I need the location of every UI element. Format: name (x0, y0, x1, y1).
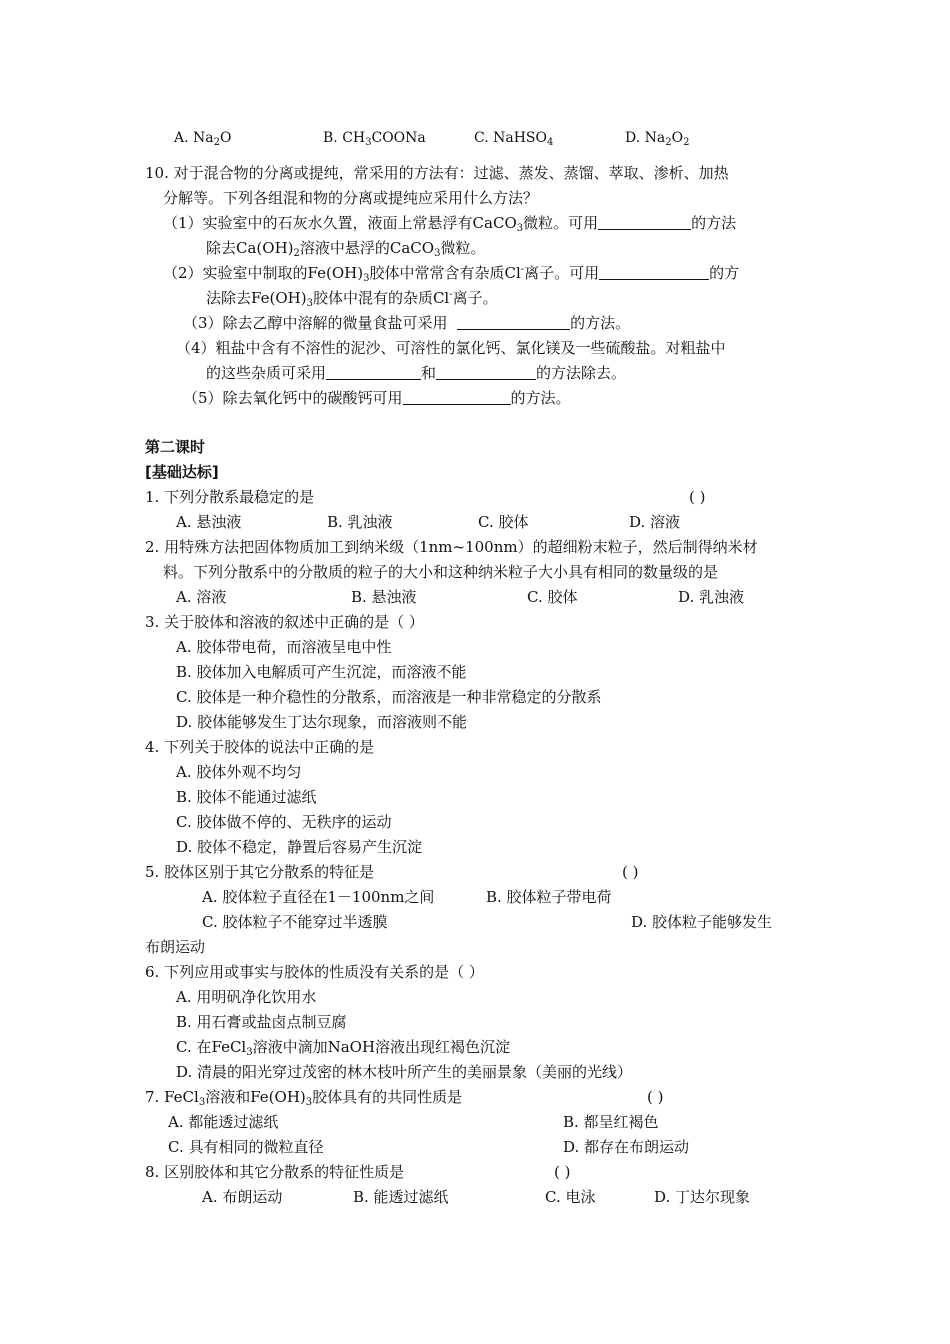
q10-stem-line1: 10. 对于混合物的分离或提纯，常采用的方法有：过滤、蒸发、蒸馏、萃取、渗析、加热 (145, 164, 729, 182)
q6-option-c: C. 在FeCl$_3$溶液中滴加NaOH溶液出现红褐色沉淀 (176, 1038, 511, 1058)
q6-option-b: B. 用石膏或盐卤点制豆腐 (176, 1013, 347, 1031)
q5-stem: 5. 胶体区别于其它分散系的特征是 (145, 863, 375, 881)
q7-option-b: B. 都呈红褐色 (563, 1113, 659, 1131)
q10-part1-line1: （1）实验室中的石灰水久置，液面上常悬浮有CaCO$_3$微粒。可用 的方法 (163, 214, 737, 234)
q5-option-a: A. 胶体粒子直径在1－100nm之间 (202, 888, 435, 906)
q7-answer-paren[interactable]: ( ) (647, 1088, 664, 1106)
q10-part4-line2: 的这些杂质可采用 和 的方法除去。 (206, 364, 627, 382)
q4-option-d: D. 胶体不稳定，静置后容易产生沉淀 (176, 838, 423, 856)
q1-option-b: B. 乳浊液 (327, 513, 393, 531)
q7-option-a: A. 都能透过滤纸 (168, 1113, 279, 1131)
q1-answer-paren[interactable]: ( ) (689, 488, 706, 506)
q5-option-c: C. 胶体粒子不能穿过半透膜 (202, 913, 388, 931)
q3-option-a: A. 胶体带电荷，而溶液呈电中性 (176, 638, 392, 656)
section-title: 第二课时 (145, 438, 206, 456)
q7-option-d: D. 都存在布朗运动 (563, 1138, 690, 1156)
answer-blank[interactable] (599, 263, 709, 280)
q3-option-b: B. 胶体加入电解质可产生沉淀，而溶液不能 (176, 663, 467, 681)
q6-option-d: D. 清晨的阳光穿过茂密的林木枝叶所产生的美丽景象（美丽的光线） (176, 1063, 633, 1081)
q8-stem: 8. 区别胶体和其它分散系的特征性质是 (145, 1163, 405, 1181)
q5-option-b: B. 胶体粒子带电荷 (486, 888, 612, 906)
q2-option-b: B. 悬浊液 (351, 588, 417, 606)
q6-option-a: A. 用明矾净化饮用水 (176, 988, 317, 1006)
q9-option-d: D. $Na_2O_2$ (625, 130, 690, 148)
q5-answer-paren[interactable]: ( ) (622, 863, 639, 881)
q9-option-c: C. NaHSO$_4$ (474, 130, 554, 148)
q4-option-a: A. 胶体外观不均匀 (176, 763, 302, 781)
q8-option-c: C. 电泳 (545, 1188, 596, 1206)
q3-option-c: C. 胶体是一种介稳性的分散系，而溶液是一种非常稳定的分散系 (176, 688, 602, 706)
q1-option-d: D. 溶液 (629, 513, 681, 531)
answer-blank[interactable] (436, 363, 536, 380)
q10-part3: （3）除去乙醇中溶解的微量食盐可采用 的方法。 (183, 314, 631, 332)
q5-option-d-continued: 布朗运动 (145, 938, 206, 956)
q3-stem: 3. 关于胶体和溶液的叙述中正确的是（ ） (145, 613, 424, 631)
section-subtitle: [基础达标] (145, 463, 219, 481)
answer-blank[interactable] (598, 213, 691, 230)
q2-option-d: D. 乳浊液 (678, 588, 745, 606)
answer-blank[interactable] (326, 363, 421, 380)
q4-option-b: B. 胶体不能通过滤纸 (176, 788, 317, 806)
q8-option-d: D. 丁达尔现象 (654, 1188, 751, 1206)
q2-stem-line1: 2. 用特殊方法把固体物质加工到纳米级（1nm~100nm）的超细粉末粒子，然后制得纳米材 (145, 538, 758, 556)
q4-stem: 4. 下列关于胶体的说法中正确的是 (145, 738, 375, 756)
q2-option-a: A. 溶液 (176, 588, 227, 606)
q6-stem: 6. 下列应用或事实与胶体的性质没有关系的是（ ） (145, 963, 484, 981)
q7-stem: 7. FeCl$_3$溶液和$Fe(OH)_3$胶体具有的共同性质是 (145, 1088, 463, 1108)
q8-answer-paren[interactable]: ( ) (554, 1163, 571, 1181)
q9-option-b: B. $CH_3COONa$ (323, 130, 426, 148)
q10-part1-line2: 除去$Ca(OH)_2$溶液中悬浮的CaCO$_3$微粒。 (206, 239, 486, 259)
q10-part4-line1: （4）粗盐中含有不溶性的泥沙、可溶性的氯化钙、氯化镁及一些硫酸盐。对粗盐中 (176, 339, 726, 357)
q8-option-a: A. 布朗运动 (202, 1188, 283, 1206)
q2-option-c: C. 胶体 (527, 588, 578, 606)
q1-option-a: A. 悬浊液 (176, 513, 242, 531)
q3-option-d: D. 胶体能够发生丁达尔现象，而溶液则不能 (176, 713, 468, 731)
q10-stem-line2: 分解等。下列各组混和物的分离或提纯应采用什么方法？ (163, 189, 539, 207)
q2-stem-line2: 料。下列分散系中的分散质的粒子的大小和这种纳米粒子大小具有相同的数量级的是 (163, 563, 719, 581)
q5-option-d: D. 胶体粒子能够发生 (631, 913, 773, 931)
answer-blank[interactable] (403, 388, 511, 405)
q4-option-c: C. 胶体做不停的、无秩序的运动 (176, 813, 392, 831)
q9-option-a: A. $Na_2O$ (174, 130, 232, 148)
q1-option-c: C. 胶体 (478, 513, 529, 531)
q10-part5: （5）除去氧化钙中的碳酸钙可用 的方法。 (183, 389, 571, 407)
q10-part2-line2: 法除去$Fe(OH)_3$胶体中混有的杂质Cl-离子。 (206, 289, 498, 309)
q10-part2-line1: （2）实验室中制取的$Fe(OH)_3$胶体中常常含有杂质Cl-离子。可用 的方 (163, 264, 740, 284)
q7-option-c: C. 具有相同的微粒直径 (168, 1138, 324, 1156)
q8-option-b: B. 能透过滤纸 (353, 1188, 449, 1206)
answer-blank[interactable] (457, 313, 570, 330)
q1-stem: 1. 下列分散系最稳定的是 (145, 488, 315, 506)
